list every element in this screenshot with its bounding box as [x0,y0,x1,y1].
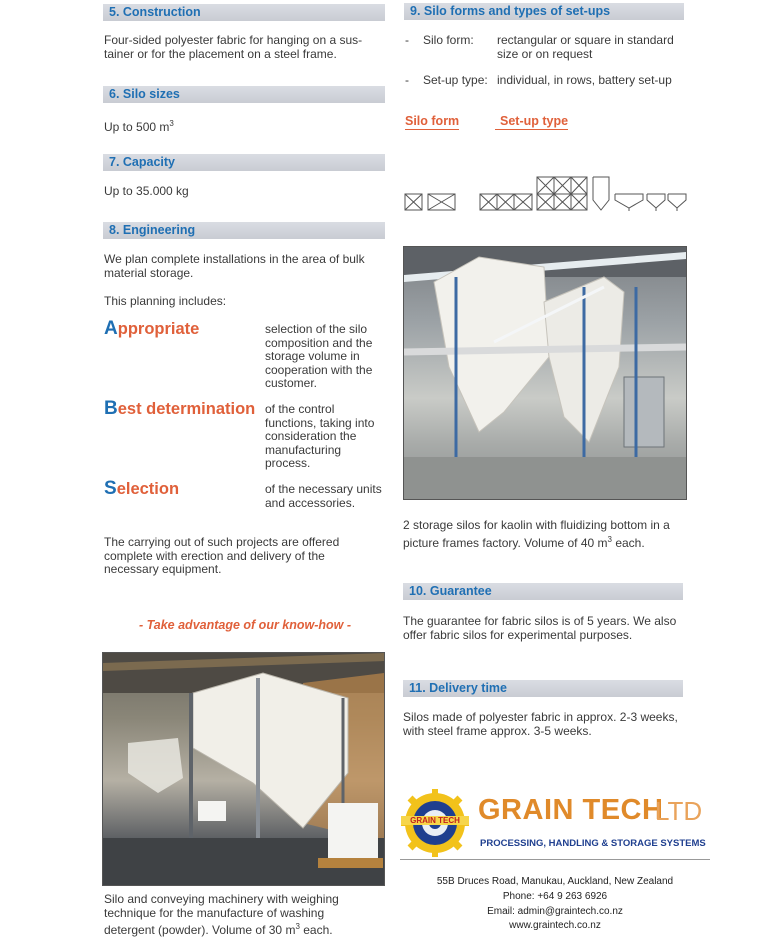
photo-detergent-silo [102,652,385,886]
silo-form-dash: - [405,33,409,47]
setup-type-label: Set-up type: [423,73,488,87]
abs-desc-selection: of the necessary units and accessories. [265,482,382,510]
section-header-capacity: 7. Capacity [103,154,385,171]
section-header-engineering: 8. Engineering [103,222,385,239]
engineering-intro: We plan complete installations in the area of bulk material storage. [104,252,365,280]
section-header-guarantee: 10. Guarantee [403,583,683,600]
photo-detergent-caption: Silo and conveying machinery with weighing technique for the manufacture of washing detergent (powder). Volume of 30 $m^3$ each. [104,892,339,937]
company-name: GRAIN TECH [478,794,664,826]
photo-detergent-silo-graphic [103,653,384,885]
silo-form-label: Silo form: [423,33,474,47]
capacity-text: Up to 35.000 kg [104,184,189,198]
abs-desc-best-determination: of the control functions, taking into consideration the manufacturing process. [265,402,375,470]
abs-desc-appropriate: selection of the silo composition and the storage volume in cooperation with the customer. [265,322,373,390]
section-header-construction: 5. Construction [103,4,385,21]
engineering-closing: The carrying out of such projects are offered complete with erection and delivery of the necessary equipment. [104,535,340,576]
abs-item-appropriate: Appropriate [104,318,200,339]
photo-kaolin-caption: 2 storage silos for kaolin with fluidizing bottom in a picture frames factory. Volume of 40 $m^3$ each. [403,518,670,550]
section-header-silo-sizes: 6. Silo sizes [103,86,385,103]
section-header-delivery-time: 11. Delivery time [403,680,683,697]
photo-kaolin-silos [403,246,687,500]
company-divider [400,859,710,860]
construction-text: Four-sided polyester fabric for hanging on a sus- tainer or for the placement on a steel frame. [104,33,363,61]
section-header-silo-forms: 9. Silo forms and types of set-ups [404,3,684,20]
company-email[interactable]: Email: admin@graintech.co.nz [487,906,623,917]
guarantee-text: The guarantee for fabric silos is of 5 years. We also offer fabric silos for experimental purposes. [403,614,677,642]
setup-type-link[interactable]: Set-up type [495,114,568,130]
company-address: 55B Druces Road, Manukau, Auckland, New Zealand [436,876,674,887]
photo-kaolin-graphic [404,247,686,499]
setup-type-dash: - [405,73,409,87]
company-suffix: LTD [655,796,703,826]
abs-item-selection: Selection [104,478,180,499]
engineering-planning: This planning includes: [104,294,227,308]
company-logo-badge [401,789,469,857]
silo-form-link[interactable]: Silo form [405,114,460,128]
company-website[interactable]: www.graintech.co.nz [509,920,601,931]
company-tagline: PROCESSING, HANDLING & STORAGE SYSTEMS [480,838,706,849]
silo-sizes-text: Up to 500 $m^3$ [104,119,174,134]
setup-type-value: individual, in rows, battery set-up [497,73,672,87]
abs-item-best-determination: Best determination [104,398,256,419]
logo-badge-text: GRAIN TECH [401,816,469,825]
delivery-time-text: Silos made of polyester fabric in approx. 2-3 weeks, with steel frame approx. 3-5 weeks. [403,710,678,738]
silo-form-value: rectangular or square in standard size or on request [497,33,674,61]
company-phone: Phone: +64 9 263 6926 [502,891,608,902]
silo-forms-diagram [400,172,690,214]
slogan: - Take advantage of our know-how - [138,618,352,632]
